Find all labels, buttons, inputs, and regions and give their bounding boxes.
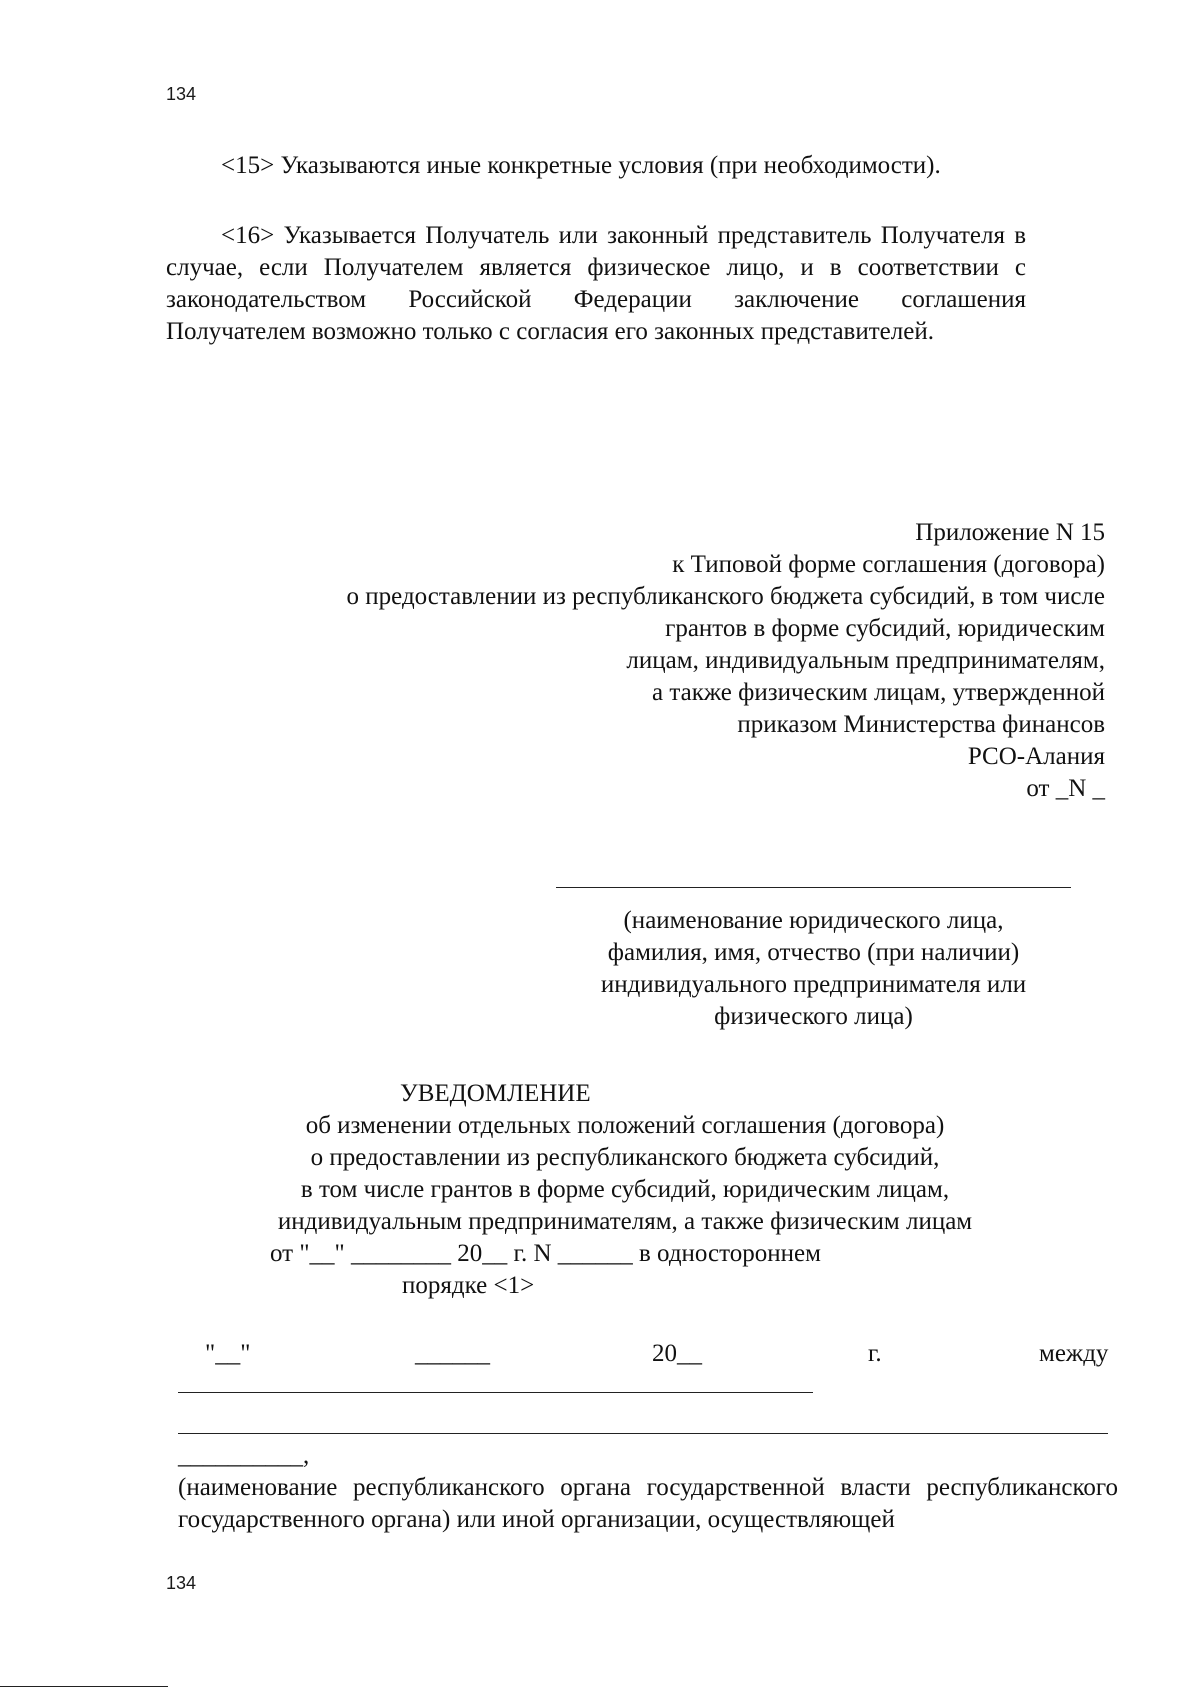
between-word: между: [1039, 1340, 1109, 1367]
notice-line-date: от "__" ________ 20__ г. N ______ в одностороннем: [270, 1240, 821, 1267]
blank-comma-line: __________,: [178, 1442, 310, 1469]
page-number-bottom: 134: [166, 1573, 197, 1593]
footnote-15: <15> Указываются иные конкретные условия (при необходимости).: [221, 152, 941, 179]
body-caption: (наименование республиканского органа государственной власти республиканского государственного органа) или иной организации, осуществляющей: [178, 1474, 1118, 1533]
footnote-separator: [0, 1686, 168, 1687]
notice-title: УВЕДОМЛЕНИЕ: [400, 1080, 591, 1107]
date-quotes: "__": [205, 1340, 251, 1367]
appendix-line: приказом Министерства финансов: [737, 711, 1105, 738]
notice-subtitle: [225, 1110, 1025, 1238]
notice-line: индивидуальным предпринимателям, а также физическим лицам: [277, 1208, 973, 1235]
appendix-line: о предоставлении из республиканского бюджета субсидий, в том числе: [346, 583, 1105, 610]
blank-line-1: [178, 1392, 813, 1393]
caption-line: (наименование юридического лица,: [623, 907, 1004, 934]
appendix-line: а также физическим лицам, утвержденной: [652, 679, 1105, 706]
caption-line: физического лица): [714, 1003, 913, 1030]
caption-line: фамилия, имя, отчество (при наличии): [607, 939, 1020, 966]
appendix-header: [200, 517, 1105, 805]
appendix-line: грантов в форме субсидий, юридическим: [665, 615, 1105, 642]
notice-line: о предоставлении из республиканского бюджета субсидий,: [310, 1144, 940, 1171]
date-year: 20__: [652, 1340, 702, 1367]
caption-line: индивидуального предпринимателя или: [600, 971, 1027, 998]
blank-line-2: [178, 1433, 1108, 1434]
notice-line: об изменении отдельных положений соглашения (договора): [305, 1112, 945, 1139]
recipient-name-line: [556, 887, 1071, 888]
appendix-line: РСО-Алания: [967, 743, 1105, 770]
date-month-blank: ______: [415, 1340, 490, 1367]
date-g: г.: [868, 1340, 882, 1367]
page-number-top: 134: [166, 84, 197, 104]
appendix-line: Приложение N 15: [915, 519, 1105, 546]
notice-line-order: порядке <1>: [402, 1272, 535, 1299]
appendix-line: от _N _: [1026, 775, 1105, 802]
notice-line: в том числе грантов в форме субсидий, юридическим лицам,: [300, 1176, 950, 1203]
recipient-caption: [556, 905, 1071, 1033]
appendix-line: лицам, индивидуальным предпринимателям,: [626, 647, 1105, 674]
appendix-line: к Типовой форме соглашения (договора): [672, 551, 1105, 578]
footnote-16: <16> Указывается Получатель или законный представитель Получателя в случае, если Получателем является физическое лицо, и в соответствии с законодательством Российской Федерации заключение соглашения Получателем возможно только с согласия его законных представителей.: [166, 222, 1026, 345]
